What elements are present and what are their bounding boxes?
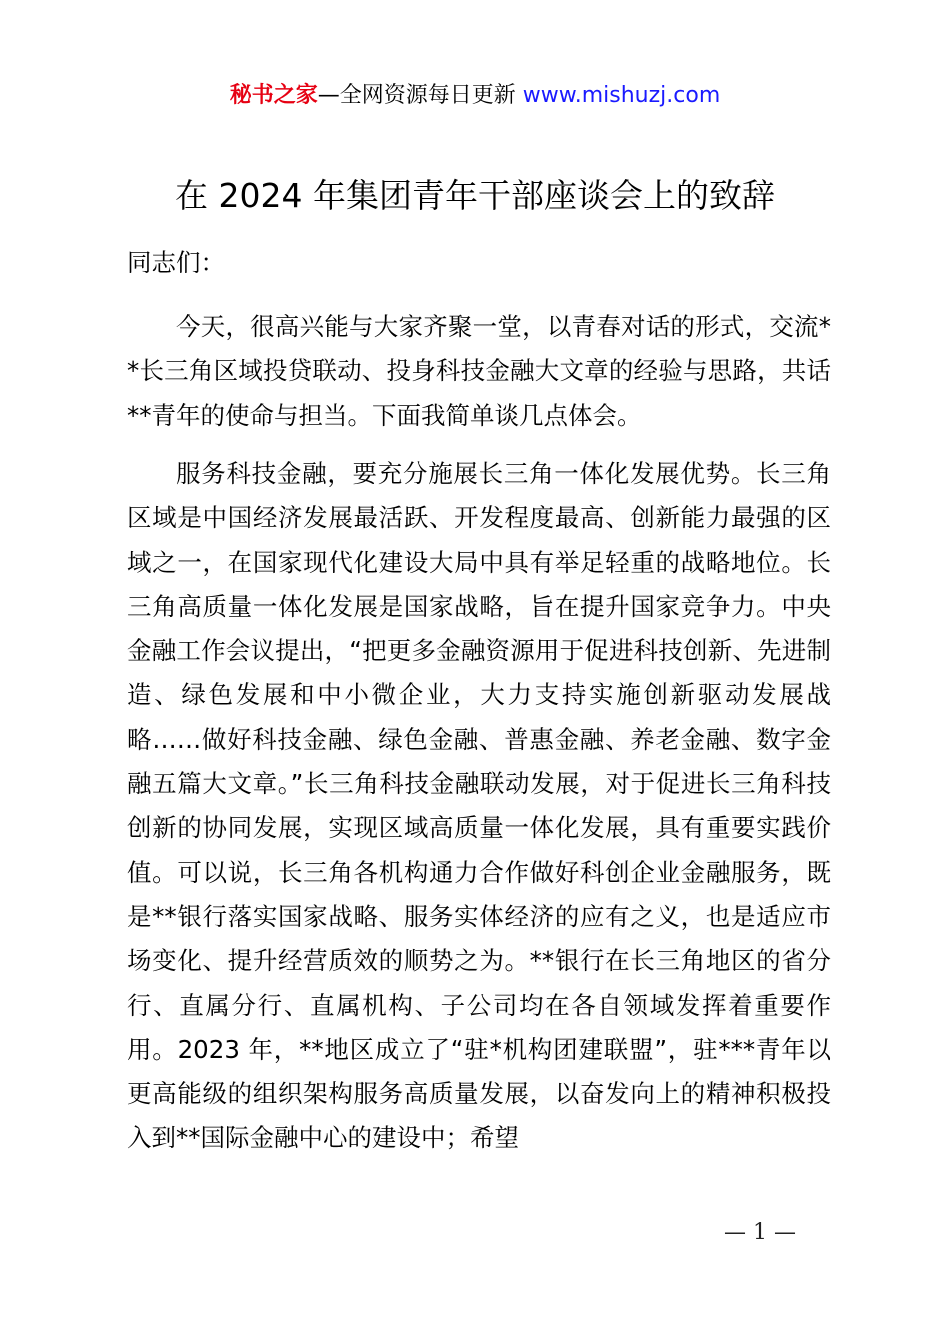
site-tagline: —全网资源每日更新 [317, 83, 516, 108]
paragraph-body: 服务科技金融，要充分施展长三角一体化发展优势。长三角区域是中国经济发展最活跃、开发程度最高、创新能力最强的区域之一，在国家现代化建设大局中具有举足轻重的战略地位。长三角高质量一体化发展是国家战略，旨在提升国家竞争力。中央金融工作会议提出，“把更多金融资源用于促进科技创新、先进制造、绿色发展和中小微企业，大力支持实施创新驱动发展战略……做好科技金融、绿色金融、普惠金融、养老金融、数字金融五篇大文章。”长三角科技金融联动发展，对于促进长三角科技创新的协同发展，实现区域高质量一体化发展，具有重要实践价值。可以说，长三角各机构通力合作做好科创企业金融服务，既是**银行落实国家战略、服务实体经济的应有之义，也是适应市场变化、提升经营质效的顺势之为。**银行在长三角地区的省分行、直属分行、直属机构、子公司均在各自领域发挥着重要作用。2023 年，**地区成立了“驻*机构团建联盟”，驻***青年以更高能级的组织架构服务高质量发展，以奋发向上的精神积极投入到**国际金融中心的建设中；希望 [127, 459, 831, 1153]
document-title: 在 2024 年集团青年干部座谈会上的致辞 [175, 176, 775, 215]
salutation: 同志们： [127, 248, 225, 277]
site-header [0, 80, 950, 112]
site-url-link[interactable]: www.mishuzj.com [522, 83, 721, 108]
site-brand: 秘书之家 [229, 83, 318, 108]
paragraph-intro: 今天，很高兴能与大家齐聚一堂，以青春对话的形式，交流**长三角区域投贷联动、投身科技金融大文章的经验与思路，共话**青年的使命与担当。下面我简单谈几点体会。 [127, 312, 831, 430]
page-number: — 1 — [724, 1220, 796, 1245]
